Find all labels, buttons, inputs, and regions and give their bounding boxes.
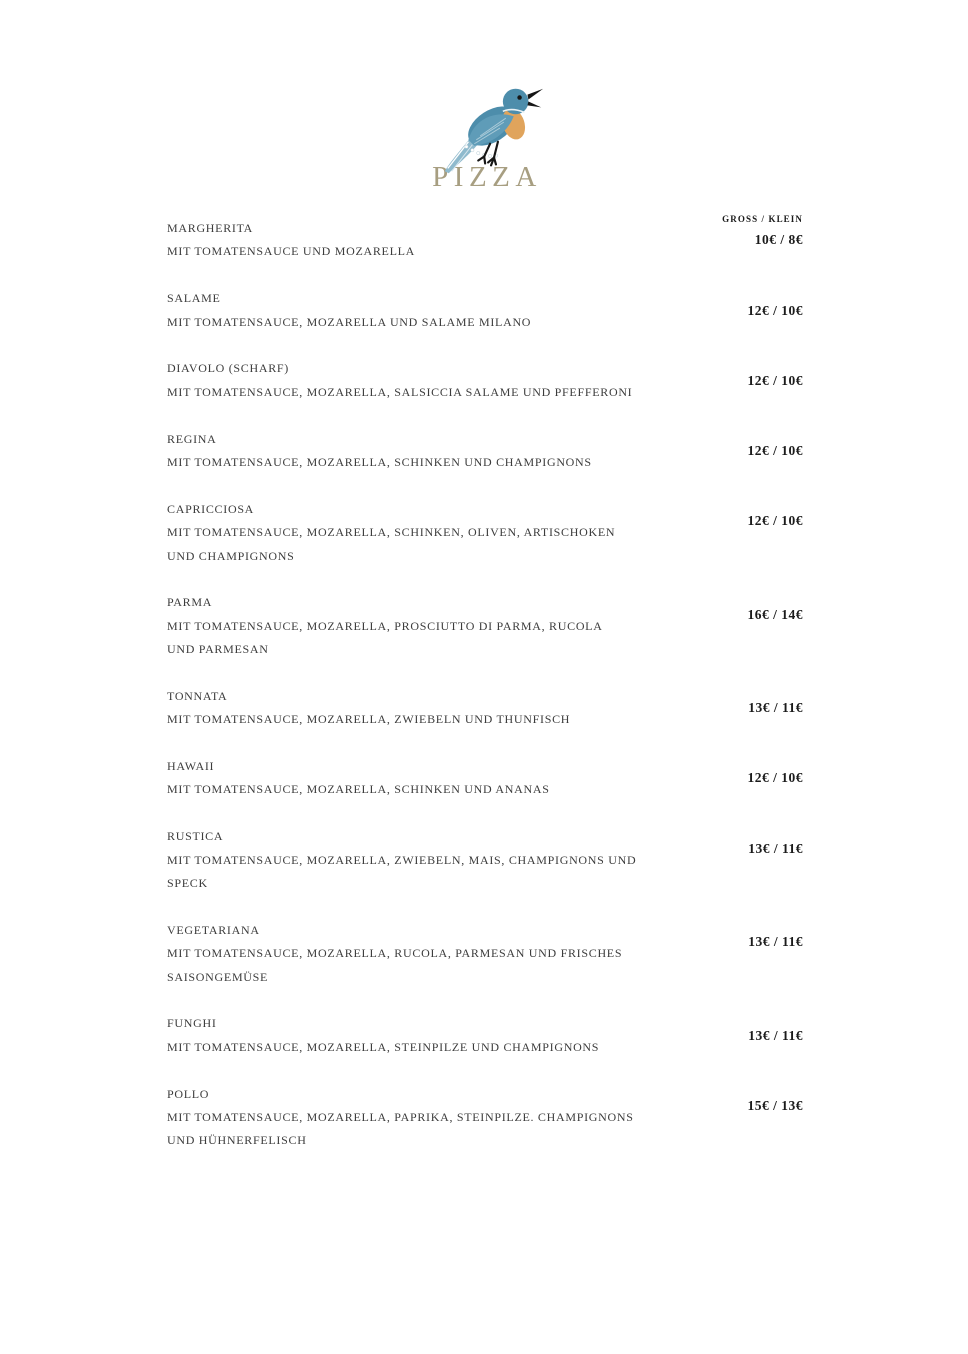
item-price-box	[715, 428, 803, 475]
item-name: HAWAII	[167, 759, 215, 774]
item-name: DIAVOLO (SCHARF)	[167, 361, 289, 376]
menu-item	[167, 685, 803, 732]
item-description-line: UND PARMESAN	[167, 642, 269, 657]
menu-item	[167, 428, 803, 475]
item-text	[167, 498, 715, 568]
item-description-line: MIT TOMATENSAUCE, MOZARELLA, RUCOLA, PARMESAN UND FRISCHES	[167, 946, 623, 961]
item-description-line: SPECK	[167, 876, 208, 891]
item-name: VEGETARIANA	[167, 922, 260, 937]
menu-item	[167, 755, 803, 802]
item-description-line: UND HÜHNERFELISCH	[167, 1133, 307, 1148]
item-name: FUNGHI	[167, 1016, 217, 1031]
item-price-box	[715, 1012, 803, 1059]
item-description-line: UND CHAMPIGNONS	[167, 548, 295, 563]
menu-item	[167, 287, 803, 334]
page-title: PIZZA	[432, 161, 542, 193]
menu-item	[167, 591, 803, 661]
logo	[0, 84, 968, 160]
item-text	[167, 755, 715, 802]
item-price-box	[715, 755, 803, 802]
item-description-line: MIT TOMATENSAUCE, MOZARELLA, SALSICCIA SALAME UND PFEFFERONI	[167, 384, 633, 399]
item-name: SALAME	[167, 291, 221, 306]
item-name: CAPRICCIOSA	[167, 501, 255, 516]
item-description	[167, 778, 715, 801]
item-name: POLLO	[167, 1086, 210, 1101]
menu-items	[167, 210, 803, 1153]
menu-section	[167, 210, 803, 1176]
item-text	[167, 919, 715, 989]
item-description	[167, 942, 715, 989]
item-description-line: MIT TOMATENSAUCE, MOZARELLA, ZWIEBELN UND THUNFISCH	[167, 712, 571, 727]
item-price: 13€ / 11€	[748, 1027, 803, 1043]
item-description-line: MIT TOMATENSAUCE, MOZARELLA, STEINPILZE UND CHAMPIGNONS	[167, 1039, 600, 1054]
item-description-line: MIT TOMATENSAUCE, MOZARELLA UND SALAME MILANO	[167, 314, 532, 329]
item-price-box	[715, 591, 803, 638]
item-description-line: SAISONGEMÜSE	[167, 969, 269, 984]
item-name: MARGHERITA	[167, 221, 254, 235]
bird-icon	[435, 84, 553, 176]
item-text	[167, 217, 715, 264]
item-description	[167, 849, 715, 896]
item-price-box	[715, 825, 803, 872]
item-text	[167, 1083, 715, 1153]
item-text	[167, 591, 715, 661]
item-description	[167, 521, 715, 568]
item-text	[167, 287, 715, 334]
item-text	[167, 1012, 715, 1059]
item-text	[167, 825, 715, 895]
item-name: PARMA	[167, 595, 213, 610]
item-description	[167, 381, 715, 404]
item-price: 12€ / 10€	[747, 513, 803, 529]
item-description	[167, 451, 715, 474]
menu-item	[167, 919, 803, 989]
item-price-box	[715, 919, 803, 966]
item-text	[167, 685, 715, 732]
menu-item	[167, 1083, 803, 1153]
item-name: TONNATA	[167, 688, 228, 703]
menu-item	[167, 217, 803, 264]
item-text	[167, 357, 715, 404]
item-description	[167, 708, 715, 731]
price-size-header: GROSS / KLEIN	[722, 214, 803, 224]
item-description-line: MIT TOMATENSAUCE, MOZARELLA, SCHINKEN UND ANANAS	[167, 782, 550, 797]
menu-item	[167, 498, 803, 568]
item-description	[167, 615, 715, 662]
menu-item	[167, 357, 803, 404]
item-price: 13€ / 11€	[748, 840, 803, 856]
menu-item	[167, 825, 803, 895]
item-description-line: MIT TOMATENSAUCE, MOZARELLA, PROSCIUTTO DI PARMA, RUCOLA	[167, 618, 603, 633]
menu-item	[167, 1012, 803, 1059]
item-description-line: MIT TOMATENSAUCE, MOZARELLA, SCHINKEN UND CHAMPIGNONS	[167, 454, 592, 469]
item-price-box	[715, 287, 803, 334]
item-description	[167, 311, 715, 334]
item-description-line: MIT TOMATENSAUCE UND MOZARELLA	[167, 244, 416, 259]
item-name: RUSTICA	[167, 829, 224, 844]
item-price-box	[715, 357, 803, 404]
item-price: 13€ / 11€	[748, 700, 803, 716]
item-price-box	[715, 685, 803, 732]
item-price: 12€ / 10€	[747, 442, 803, 458]
item-price: 15€ / 13€	[747, 1097, 803, 1113]
item-name: REGINA	[167, 431, 217, 446]
item-description	[167, 240, 715, 263]
item-price: 12€ / 10€	[747, 372, 803, 388]
item-price: 13€ / 11€	[748, 934, 803, 950]
item-price: 16€ / 14€	[747, 606, 803, 622]
item-price-box	[715, 1083, 803, 1130]
item-price: 12€ / 10€	[747, 770, 803, 786]
menu-header	[0, 0, 968, 194]
item-description	[167, 1036, 715, 1059]
item-price: 10€ / 8€	[754, 232, 803, 248]
item-description-line: MIT TOMATENSAUCE, MOZARELLA, PAPRIKA, STEINPILZE. CHAMPIGNONS	[167, 1109, 634, 1124]
item-price-box	[715, 498, 803, 545]
item-description-line: MIT TOMATENSAUCE, MOZARELLA, SCHINKEN, OLIVEN, ARTISCHOKEN	[167, 525, 616, 540]
item-description	[167, 1106, 715, 1153]
item-description-line: MIT TOMATENSAUCE, MOZARELLA, ZWIEBELN, MAIS, CHAMPIGNONS UND	[167, 852, 637, 867]
item-text	[167, 428, 715, 475]
item-price-box	[715, 217, 803, 264]
item-price: 12€ / 10€	[747, 302, 803, 318]
